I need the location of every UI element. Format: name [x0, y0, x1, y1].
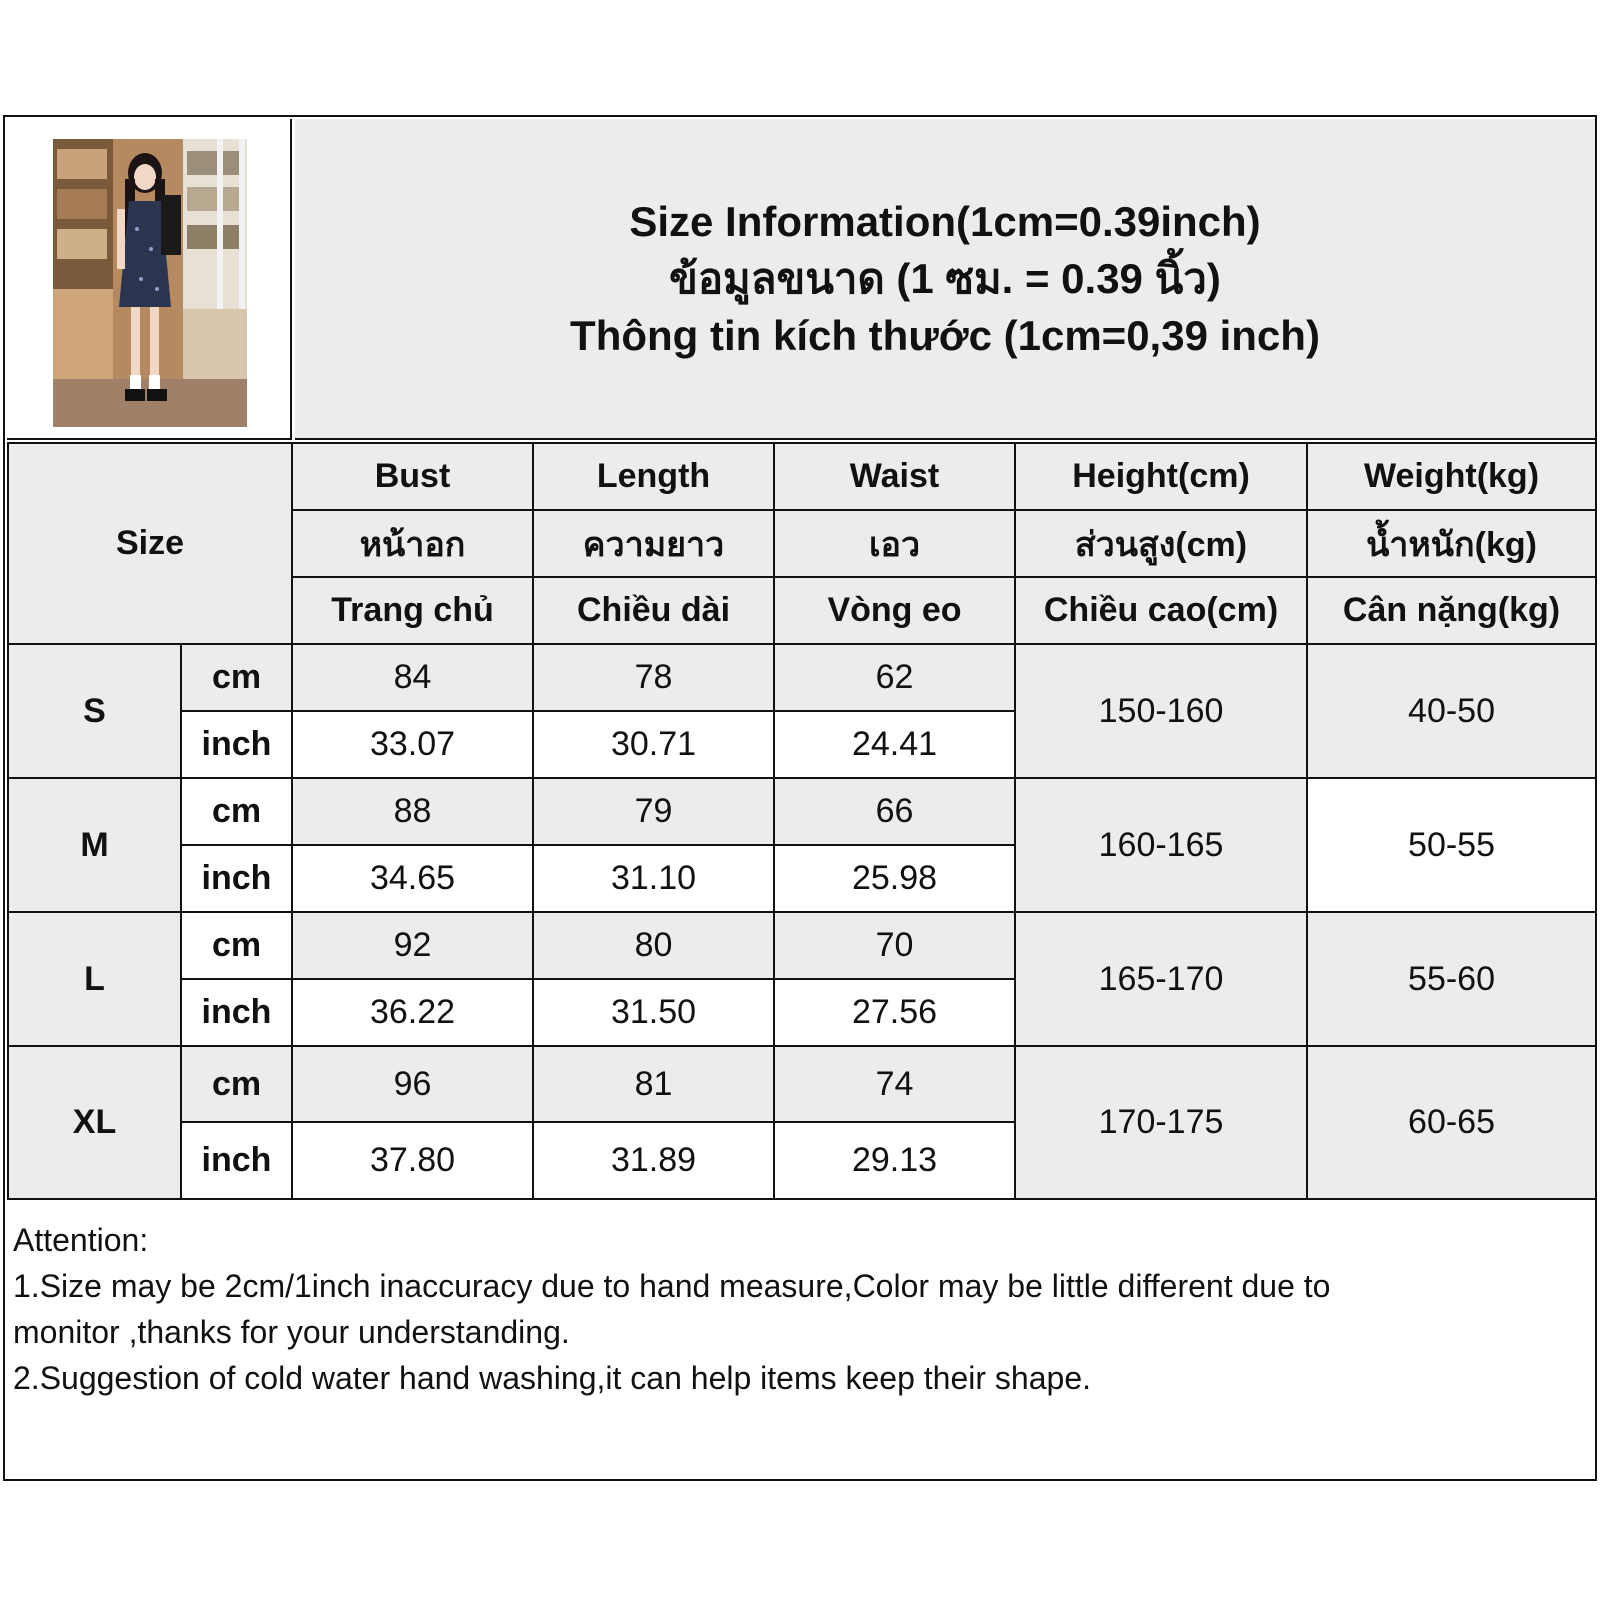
weight-range: 50-55: [1307, 778, 1596, 912]
length-inch: 31.10: [533, 845, 774, 912]
header-waist-thai: เอว: [774, 510, 1015, 577]
height-range: 170-175: [1015, 1046, 1307, 1199]
length-inch: 30.71: [533, 711, 774, 778]
header-weight-thai: น้ำหนัก(kg): [1307, 510, 1596, 577]
header-weight-vi: Cân nặng(kg): [1307, 577, 1596, 644]
header-length: Length: [533, 443, 774, 510]
header-length-vi: Chiều dài: [533, 577, 774, 644]
height-range: 160-165: [1015, 778, 1307, 912]
header-waist-vi: Vòng eo: [774, 577, 1015, 644]
bust-inch: 34.65: [292, 845, 533, 912]
length-inch: 31.89: [533, 1122, 774, 1199]
header-weight: Weight(kg): [1307, 443, 1596, 510]
size-label-s: S: [8, 644, 181, 778]
weight-range: 60-65: [1307, 1046, 1596, 1199]
header-row-english: [8, 443, 1596, 510]
waist-inch: 25.98: [774, 845, 1015, 912]
title-english: Size Information(1cm=0.39inch): [629, 198, 1261, 245]
notes-heading: Attention:: [13, 1222, 149, 1258]
bust-inch: 33.07: [292, 711, 533, 778]
table-row: [8, 912, 1596, 979]
length-cm: 78: [533, 644, 774, 711]
weight-range: 40-50: [1307, 644, 1596, 778]
bust-inch: 37.80: [292, 1122, 533, 1199]
notes-line-1: 1.Size may be 2cm/1inch inaccuracy due to hand measure,Color may be little different due to: [13, 1268, 1331, 1304]
table-row: [8, 644, 1596, 711]
notes-line-2: monitor ,thanks for your understanding.: [13, 1314, 570, 1350]
length-cm: 80: [533, 912, 774, 979]
model-photo-icon: [53, 139, 247, 427]
attention-notes: [13, 1217, 1583, 1401]
waist-cm: 62: [774, 644, 1015, 711]
size-chart-frame: [3, 115, 1597, 1481]
header-length-thai: ความยาว: [533, 510, 774, 577]
header-height: Height(cm): [1015, 443, 1307, 510]
table-row: [8, 778, 1596, 845]
waist-cm: 74: [774, 1046, 1015, 1122]
bust-cm: 84: [292, 644, 533, 711]
weight-range: 55-60: [1307, 912, 1596, 1046]
model-photo: [53, 139, 247, 427]
size-table: [7, 442, 1597, 1200]
waist-cm: 66: [774, 778, 1015, 845]
header-bust-vi: Trang chủ: [292, 577, 533, 644]
title-cell: [295, 119, 1595, 440]
unit-inch: inch: [181, 845, 292, 912]
waist-inch: 24.41: [774, 711, 1015, 778]
bust-cm: 88: [292, 778, 533, 845]
length-cm: 81: [533, 1046, 774, 1122]
waist-cm: 70: [774, 912, 1015, 979]
size-header: Size: [8, 443, 292, 644]
height-range: 150-160: [1015, 644, 1307, 778]
height-range: 165-170: [1015, 912, 1307, 1046]
bust-cm: 92: [292, 912, 533, 979]
unit-inch: inch: [181, 979, 292, 1046]
waist-inch: 29.13: [774, 1122, 1015, 1199]
header-waist: Waist: [774, 443, 1015, 510]
bust-cm: 96: [292, 1046, 533, 1122]
size-label-xl: XL: [8, 1046, 181, 1199]
title-thai: ข้อมูลขนาด (1 ซม. = 0.39 นิ้ว): [669, 255, 1221, 302]
unit-cm: cm: [181, 778, 292, 845]
header-height-vi: Chiều cao(cm): [1015, 577, 1307, 644]
length-inch: 31.50: [533, 979, 774, 1046]
waist-inch: 27.56: [774, 979, 1015, 1046]
notes-line-3: 2.Suggestion of cold water hand washing,it can help items keep their shape.: [13, 1360, 1091, 1396]
header-height-thai: ส่วนสูง(cm): [1015, 510, 1307, 577]
unit-cm: cm: [181, 1046, 292, 1122]
header-bust-thai: หน้าอก: [292, 510, 533, 577]
size-label-l: L: [8, 912, 181, 1046]
title-vietnamese: Thông tin kích thước (1cm=0,39 inch): [570, 312, 1320, 359]
unit-cm: cm: [181, 912, 292, 979]
unit-inch: inch: [181, 711, 292, 778]
table-row: [8, 1046, 1596, 1122]
photo-cell: [7, 119, 292, 440]
header-bust: Bust: [292, 443, 533, 510]
size-label-m: M: [8, 778, 181, 912]
unit-cm: cm: [181, 644, 292, 711]
bust-inch: 36.22: [292, 979, 533, 1046]
length-cm: 79: [533, 778, 774, 845]
unit-inch: inch: [181, 1122, 292, 1199]
